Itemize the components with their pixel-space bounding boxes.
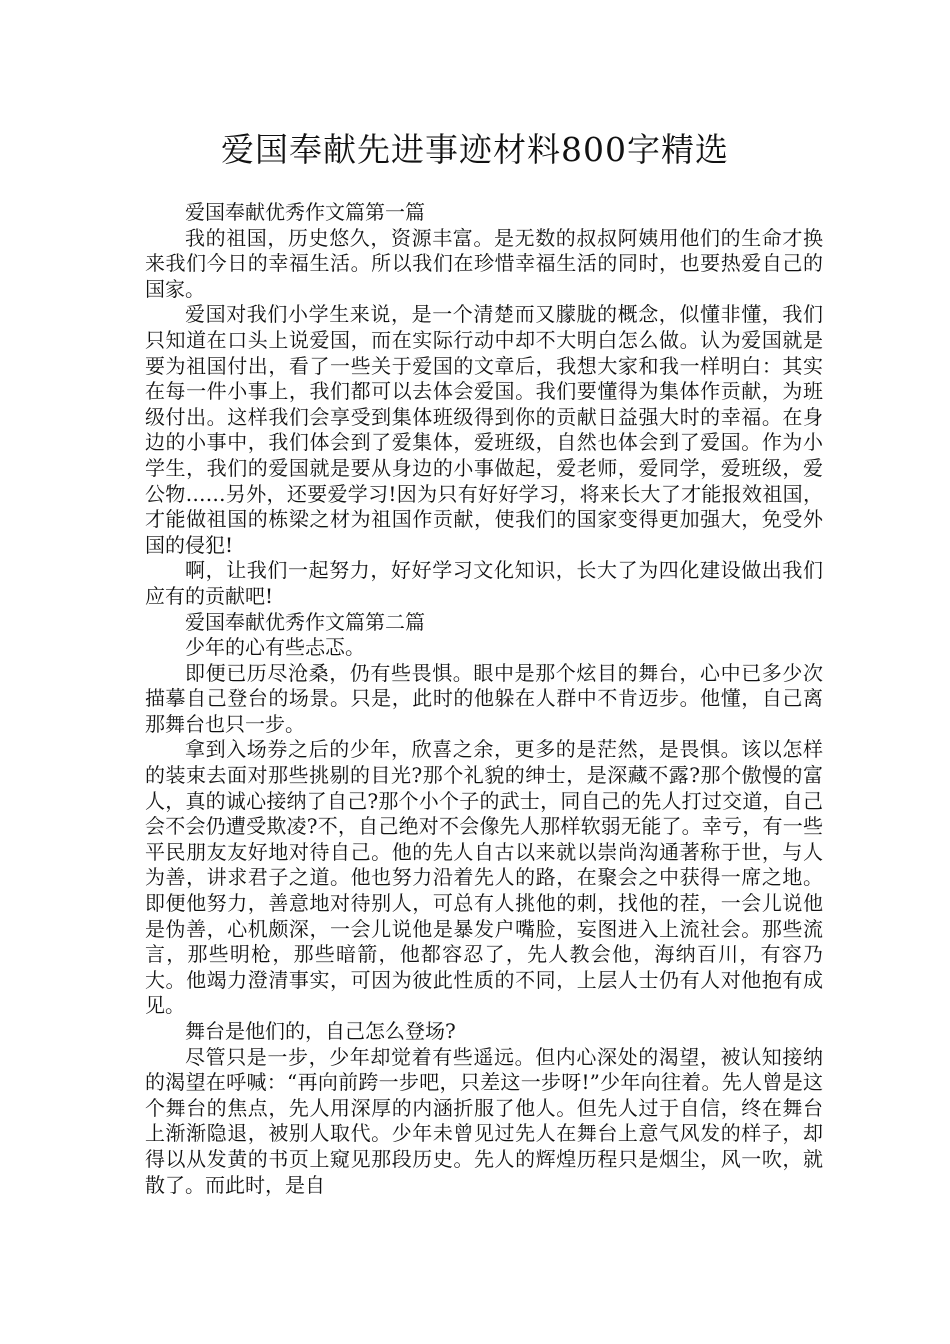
paragraph: 爱国对我们小学生来说，是一个清楚而又朦胧的概念，似懂非懂，我们只知道在口头上说爱国，而在实际行动中却不大明白怎么做。认为爱国就是要为祖国付出，看了一些关于爱国的文章后，我想大家和我一样明白：其实在每一件小事上，我们都可以去体会爱国。我们要懂得为集体作贡献，为班级付出。这样我们会享受到集体班级得到你的贡献日益强大时的幸福。在身边的小事中，我们体会到了爱集体，爱班级，自然也体会到了爱国。作为小学生，我们的爱国就是要从身边的小事做起，爱老师，爱同学，爱班级，爱公物……另外，还要爱学习!因为只有好好学习，将来长大了才能报效祖国，才能做祖国的栋梁之材为祖国作贡献，使我们的国家变得更加强大，免受外国的侵犯! [145,302,823,557]
paragraph: 少年的心有些忐忑。 [185,635,365,660]
paragraph: 啊，让我们一起努力，好好学习文化知识，长大了为四化建设做出我们应有的贡献吧! [145,558,823,608]
document-body [145,200,823,1198]
paragraph: 拿到入场券之后的少年，欣喜之余，更多的是茫然，是畏惧。该以怎样的装束去面对那些挑剔的目光?那个礼貌的绅士，是深藏不露?那个傲慢的富人，真的诚心接纳了自己?那个小个子的武士，同自己的先人打过交道，自己会不会仍遭受欺凌?不，自己绝对不会像先人那样软弱无能了。幸亏，有一些平民朋友友好地对待自己。他的先人自古以来就以崇尚沟通著称于世，与人为善，讲求君子之道。他也努力沿着先人的路，在聚会之中获得一席之地。即便他努力，善意地对待别人，可总有人挑他的刺，找他的茬，一会儿说他是伪善，心机颇深，一会儿说他是暴发户嘴脸，妄图进入上流社会。那些流言，那些明枪，那些暗箭，他都容忍了，先人教会他，海纳百川，有容乃大。他竭力澄清事实，可因为彼此性质的不同，上层人士仍有人对他抱有成见。 [145,737,823,1018]
section-heading-1: 爱国奉献优秀作文篇第一篇 [185,200,425,224]
paragraph: 尽管只是一步，少年却觉着有些遥远。但内心深处的渴望，被认知接纳的渴望在呼喊：“再向前跨一步吧，只差这一步呀!”少年向往着。先人曾是这个舞台的焦点，先人用深厚的内涵折服了他人。但先人过于自信，终在舞台上渐渐隐退，被别人取代。少年未曾见过先人在舞台上意气风发的样子，却得以从发黄的书页上窥见那段历史。先人的辉煌历程只是烟尘，风一吹，就散了。而此时，是自 [145,1044,823,1197]
paragraph: 我的祖国，历史悠久，资源丰富。是无数的叔叔阿姨用他们的生命才换来我们今日的幸福生活。所以我们在珍惜幸福生活的同时，也要热爱自己的国家。 [145,225,823,301]
paragraph: 舞台是他们的，自己怎么登场? [185,1019,456,1043]
document-title: 爱国奉献先进事迹材料800字精选 [221,130,729,169]
paragraph: 即便已历尽沧桑，仍有些畏惧。眼中是那个炫目的舞台，心中已多少次描摹自己登台的场景。只是，此时的他躲在人群中不肯迈步。他懂，自己离那舞台也只一步。 [145,660,823,736]
section-heading-2: 爱国奉献优秀作文篇第二篇 [185,609,425,634]
